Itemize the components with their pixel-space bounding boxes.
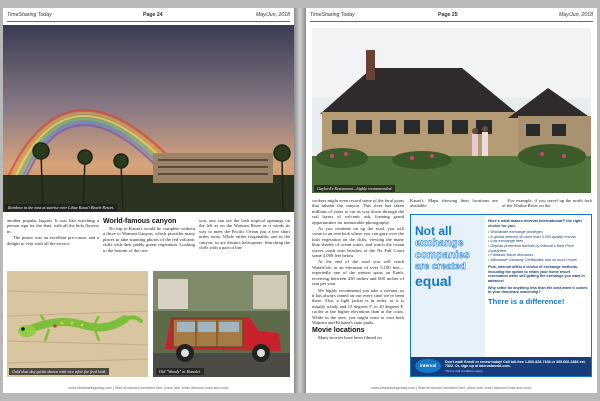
ad-benefits-panel (488, 219, 589, 306)
woody-car-photo (153, 271, 290, 377)
ad-headline-line-4: are created (415, 261, 466, 272)
right-col1-paragraph-3: At the end of the road you will reach Waiale'ale, at an elevation of over 5,100 feet—reportedly one of the wettest spots on Earth, receiving between 450 inches and 600 inches of rain per year. (312, 259, 404, 287)
intro-paragraph-2: The poster was an excellent pre-cursor and a delight to visit with all the service. (7, 235, 99, 246)
right-col1-paragraph-2: As you continue on up the road, you will come to an overlook where you can gaze over the lush vegetation on the cliffs, viewing the many blue shades of ocean water, and watch the ocean waves crash onto beaches of the Na Pali Coast some 4,000 feet below. (312, 226, 404, 259)
ad-bullet: • A global network of more than 3,000 quality resorts (488, 234, 576, 239)
right-header-rule (310, 21, 593, 22)
ad-bullet: • Affordable Getaway Certificates and so much more! (488, 257, 578, 262)
left-header-date: May/Jun, 2018 (255, 12, 290, 18)
gecko-photo (7, 271, 148, 377)
ad-headline-line-2: exchange (415, 237, 464, 249)
woody-caption: Old "Woody" at Hanalei. (156, 368, 204, 375)
spine-gutter (294, 8, 306, 393)
right-footer: www.timesharingtoday.com | Start at interact members free, place ads, enter discount links and more (371, 386, 532, 390)
canyon-column (103, 217, 195, 254)
ad-headline-line-3: companies (415, 249, 470, 261)
right-page (306, 8, 597, 393)
right-column-1 (312, 198, 404, 342)
left-right-column (199, 218, 290, 251)
interval-ad[interactable] (410, 214, 592, 377)
right-header-date: May/Jun, 2018 (558, 12, 593, 18)
left-header-page: Page 24 (143, 12, 163, 18)
movie-locations-heading: Movie locations (312, 327, 365, 335)
ad-bullet-list (488, 230, 589, 262)
right-column-2 (410, 198, 498, 210)
right-column-3 (502, 198, 592, 210)
restaurant-caption: Gaylord's Restaurant—highly recommended. (314, 185, 395, 192)
right-col2-paragraph: Kauai's. Maps showing their locations are available. (410, 198, 498, 209)
ad-bullet: • Worldwide exchange privileges (488, 230, 543, 235)
left-page (3, 8, 294, 393)
right-col1-paragraph-4: We highly recommend you take a sweater, as it has always rained on our every time we've been there. Also, a light jacket is in order, as it is usually windy and 15 degrees F. to 20 degrees F. cooler at the higher elevations than at the coast. While in the area, you might want to visit both Waimea and Kilauea's state parks. (312, 287, 404, 325)
world-famous-canyon-heading: World-famous canyon (103, 218, 177, 225)
movie-paragraph: Many movies have been filmed on (318, 335, 382, 341)
ad-footer-bar (411, 357, 592, 376)
rainbow-caption: Rainbow in the east at sunrise over Lihue Kaua'i Beach Resort. (5, 204, 117, 211)
gecko-caption: Gold dust day gecko shown with vice after for feed look. (9, 368, 109, 375)
right-header-page: Page 25 (438, 12, 458, 18)
right-col3-paragraph: For example, if you travel up the north fork of the Wailua River on the (502, 198, 592, 209)
ad-fine-print: *Terms and conditions apply. (445, 369, 484, 373)
left-header-rule (7, 21, 290, 22)
canyon-paragraph: No trip to Kauai's would be complete without a drive to Waimea Canyon, which provides many places to take stunning photos of the red volcanic cliffs with their paddy green vegetation. Looking to the bottom of the can- (103, 226, 195, 253)
canyon-continued-paragraph: yon, one can see the lush tropical openings on the left as on the Waimea River as it winds its way to meet the Pacific Ocean just a few short miles away. While rather forgettable, one in the canyon, so are distinct helicopters. Searching the cliffs with a pair of bin- (199, 218, 290, 251)
right-col1-paragraph-1: cookers might even record some of the feral goats that inhabit the canyon. This river has taken millions of years to cut its way down through the soil layers of volcanic ash, forming grand opportunities for memorable photography. (312, 198, 404, 225)
left-header-title: TimeSharing Today (7, 12, 52, 18)
right-header-title: TimeSharing Today (310, 12, 355, 18)
ad-footer-text: Don't wait! Enroll or renew today! Call toll-free 1-800-828-7168 or 305-666-1884 ext. 7522. Or, sign up at intervalworld.com. (445, 360, 586, 369)
ad-headline-panel (411, 215, 485, 359)
ad-right-title: Here's what makes Interval International® the right choice for you: (488, 218, 582, 228)
ad-why-text: Why settle for anything less than the best when it comes to your timeshare ownership? (488, 285, 588, 295)
restaurant-photo (312, 28, 591, 193)
ad-headline-line-1: Not all (415, 224, 452, 238)
ad-bullet: • Fantastic travel discounts (488, 253, 534, 258)
rainbow-photo (3, 25, 294, 212)
ad-tagline: There is a difference! (488, 296, 565, 306)
ad-headline-line-5: equal (415, 273, 452, 289)
left-footer: www.timesharingtoday.com | Start at interact members free, place ads, enter discount links and more (68, 386, 229, 390)
ad-body-text: Plus, Interval offers a choice of exchange methods, including the option to retain your home resort reservation while still getting the exchange you want in advance! (488, 265, 585, 283)
interval-logo: interval (415, 359, 441, 373)
ad-bullet: • Deposit protection backed by Interval's Best Price Guarantee (488, 243, 574, 253)
ad-bullet: • Low exchange fees (488, 239, 524, 244)
left-intro-column (7, 218, 99, 247)
intro-paragraph: another popular lagoon. It was like watching a person sign for the duet, with all the hula flowers in. (7, 218, 99, 234)
